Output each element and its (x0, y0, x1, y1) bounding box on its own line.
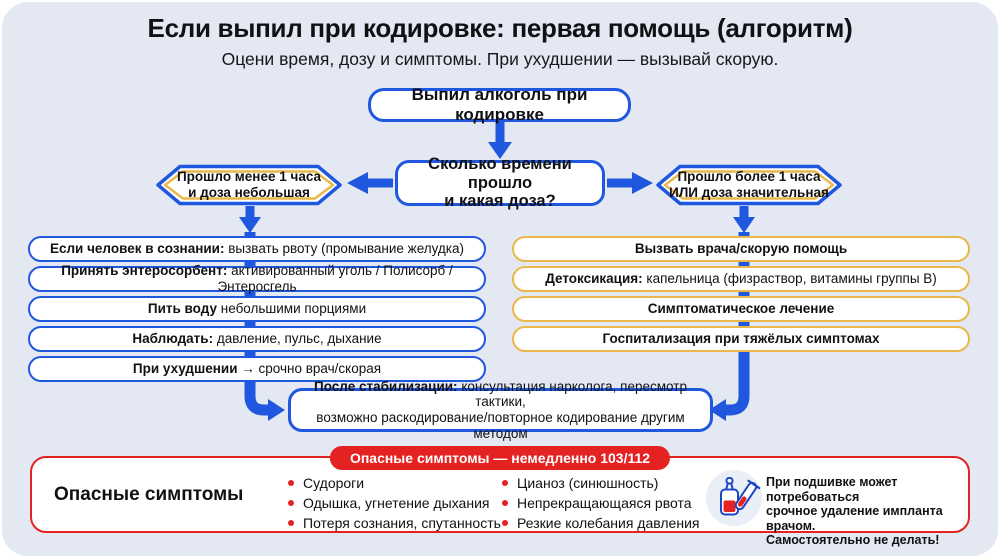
step-box (512, 326, 970, 352)
list-item: Потеря сознания, спутанность (288, 513, 501, 533)
arrow-start-to-decision (488, 120, 512, 159)
step-box (28, 263, 486, 294)
page-subtitle: Оцени время, дозу и симптомы. При ухудшении — вызывай скорую. (221, 49, 779, 69)
arrow-left-condition-down (239, 206, 261, 233)
step-lead: Детоксикация: (545, 271, 643, 287)
step-lead: Пить воду (147, 301, 217, 317)
merge-node (288, 378, 713, 441)
condition-left-line-1: Прошло менее 1 часа (176, 168, 322, 184)
start-node-label: Выпил алкоголь при кодировке (411, 85, 588, 124)
arrow-right-condition-down (733, 206, 755, 233)
step-box (512, 266, 970, 292)
step-detail: давление, пульс, дыхание (216, 331, 382, 347)
merge-detail: консультация нарколога, пересмотр тактики, (461, 378, 687, 410)
list-item: Резкие колебания давления (502, 513, 699, 533)
condition-left-line-2: и доза небольшая (188, 185, 310, 200)
step-lead: Наблюдать: (132, 331, 214, 347)
implant-note-line-3: Самостоятельно не делать! (766, 533, 940, 547)
step-lead: Госпитализация при тяжёлых симптомах (602, 331, 880, 347)
start-node (368, 85, 631, 124)
step-detail: капельница (физраствор, витамины группы В) (646, 271, 937, 287)
step-box (512, 236, 970, 262)
step-box (512, 296, 970, 322)
step-lead: Вызвать врача/скорую помощь (634, 241, 848, 257)
step-detail: активированный уголь / Полисорб / Энтеросгель (217, 263, 453, 294)
decision-line-2: и какая доза? (444, 192, 556, 211)
implant-note-line-2: срочное удаление импланта врачом. (766, 504, 943, 533)
decision-node (395, 154, 605, 211)
implant-warning-note (766, 475, 971, 548)
condition-left-hexagon (155, 163, 343, 207)
step-box (28, 236, 486, 262)
condition-right-line-2: ИЛИ доза значительная (669, 185, 829, 200)
bullet-dot-icon (288, 500, 294, 506)
list-item: Непрекращающаяся рвота (502, 493, 699, 513)
danger-panel-title: Опасные симптомы (54, 484, 244, 505)
step-lead: Принять энтеросорбент: (61, 263, 228, 279)
step-detail: → срочно врач/скорая (241, 361, 382, 377)
step-detail: вызвать рвоту (промывание желудка) (228, 241, 465, 257)
list-item: Одышка, угнетение дыхания (288, 493, 501, 513)
step-lead: Если человек в сознании: (49, 241, 225, 257)
step-box (28, 296, 486, 322)
step-box (28, 326, 486, 352)
step-lead: Симптоматическое лечение (647, 301, 835, 317)
bullet-dot-icon (288, 520, 294, 526)
bullet-dot-icon (502, 480, 508, 486)
symptom-list-2 (502, 473, 699, 533)
condition-right-hexagon (655, 163, 843, 207)
symptom-list-1 (288, 473, 501, 533)
bullet-dot-icon (502, 520, 508, 526)
step-lead: При ухудшении (132, 361, 238, 377)
ampoule-testtube-icon (706, 470, 762, 526)
list-item: Цианоз (синюшность) (502, 473, 699, 493)
list-item: Судороги (288, 473, 501, 493)
arrow-decision-to-right (607, 172, 653, 194)
decision-line-1: Сколько времени прошло (428, 154, 572, 192)
arrow-decision-to-left (347, 172, 393, 194)
bullet-dot-icon (502, 500, 508, 506)
step-detail: небольшими порциями (220, 301, 367, 317)
merge-line-2: возможно раскодирование/повторное кодирование другим методом (316, 410, 685, 441)
implant-note-line-1: При подшивке может потребоваться (766, 475, 898, 504)
bullet-dot-icon (288, 480, 294, 486)
danger-badge: Опасные симптомы — немедленно 103/112 (330, 446, 670, 470)
condition-right-line-1: Прошло более 1 часа (677, 168, 821, 184)
page-title: Если выпил при кодировке: первая помощь (алгоритм) (147, 13, 853, 43)
merge-lead: После стабилизации: (314, 378, 458, 394)
